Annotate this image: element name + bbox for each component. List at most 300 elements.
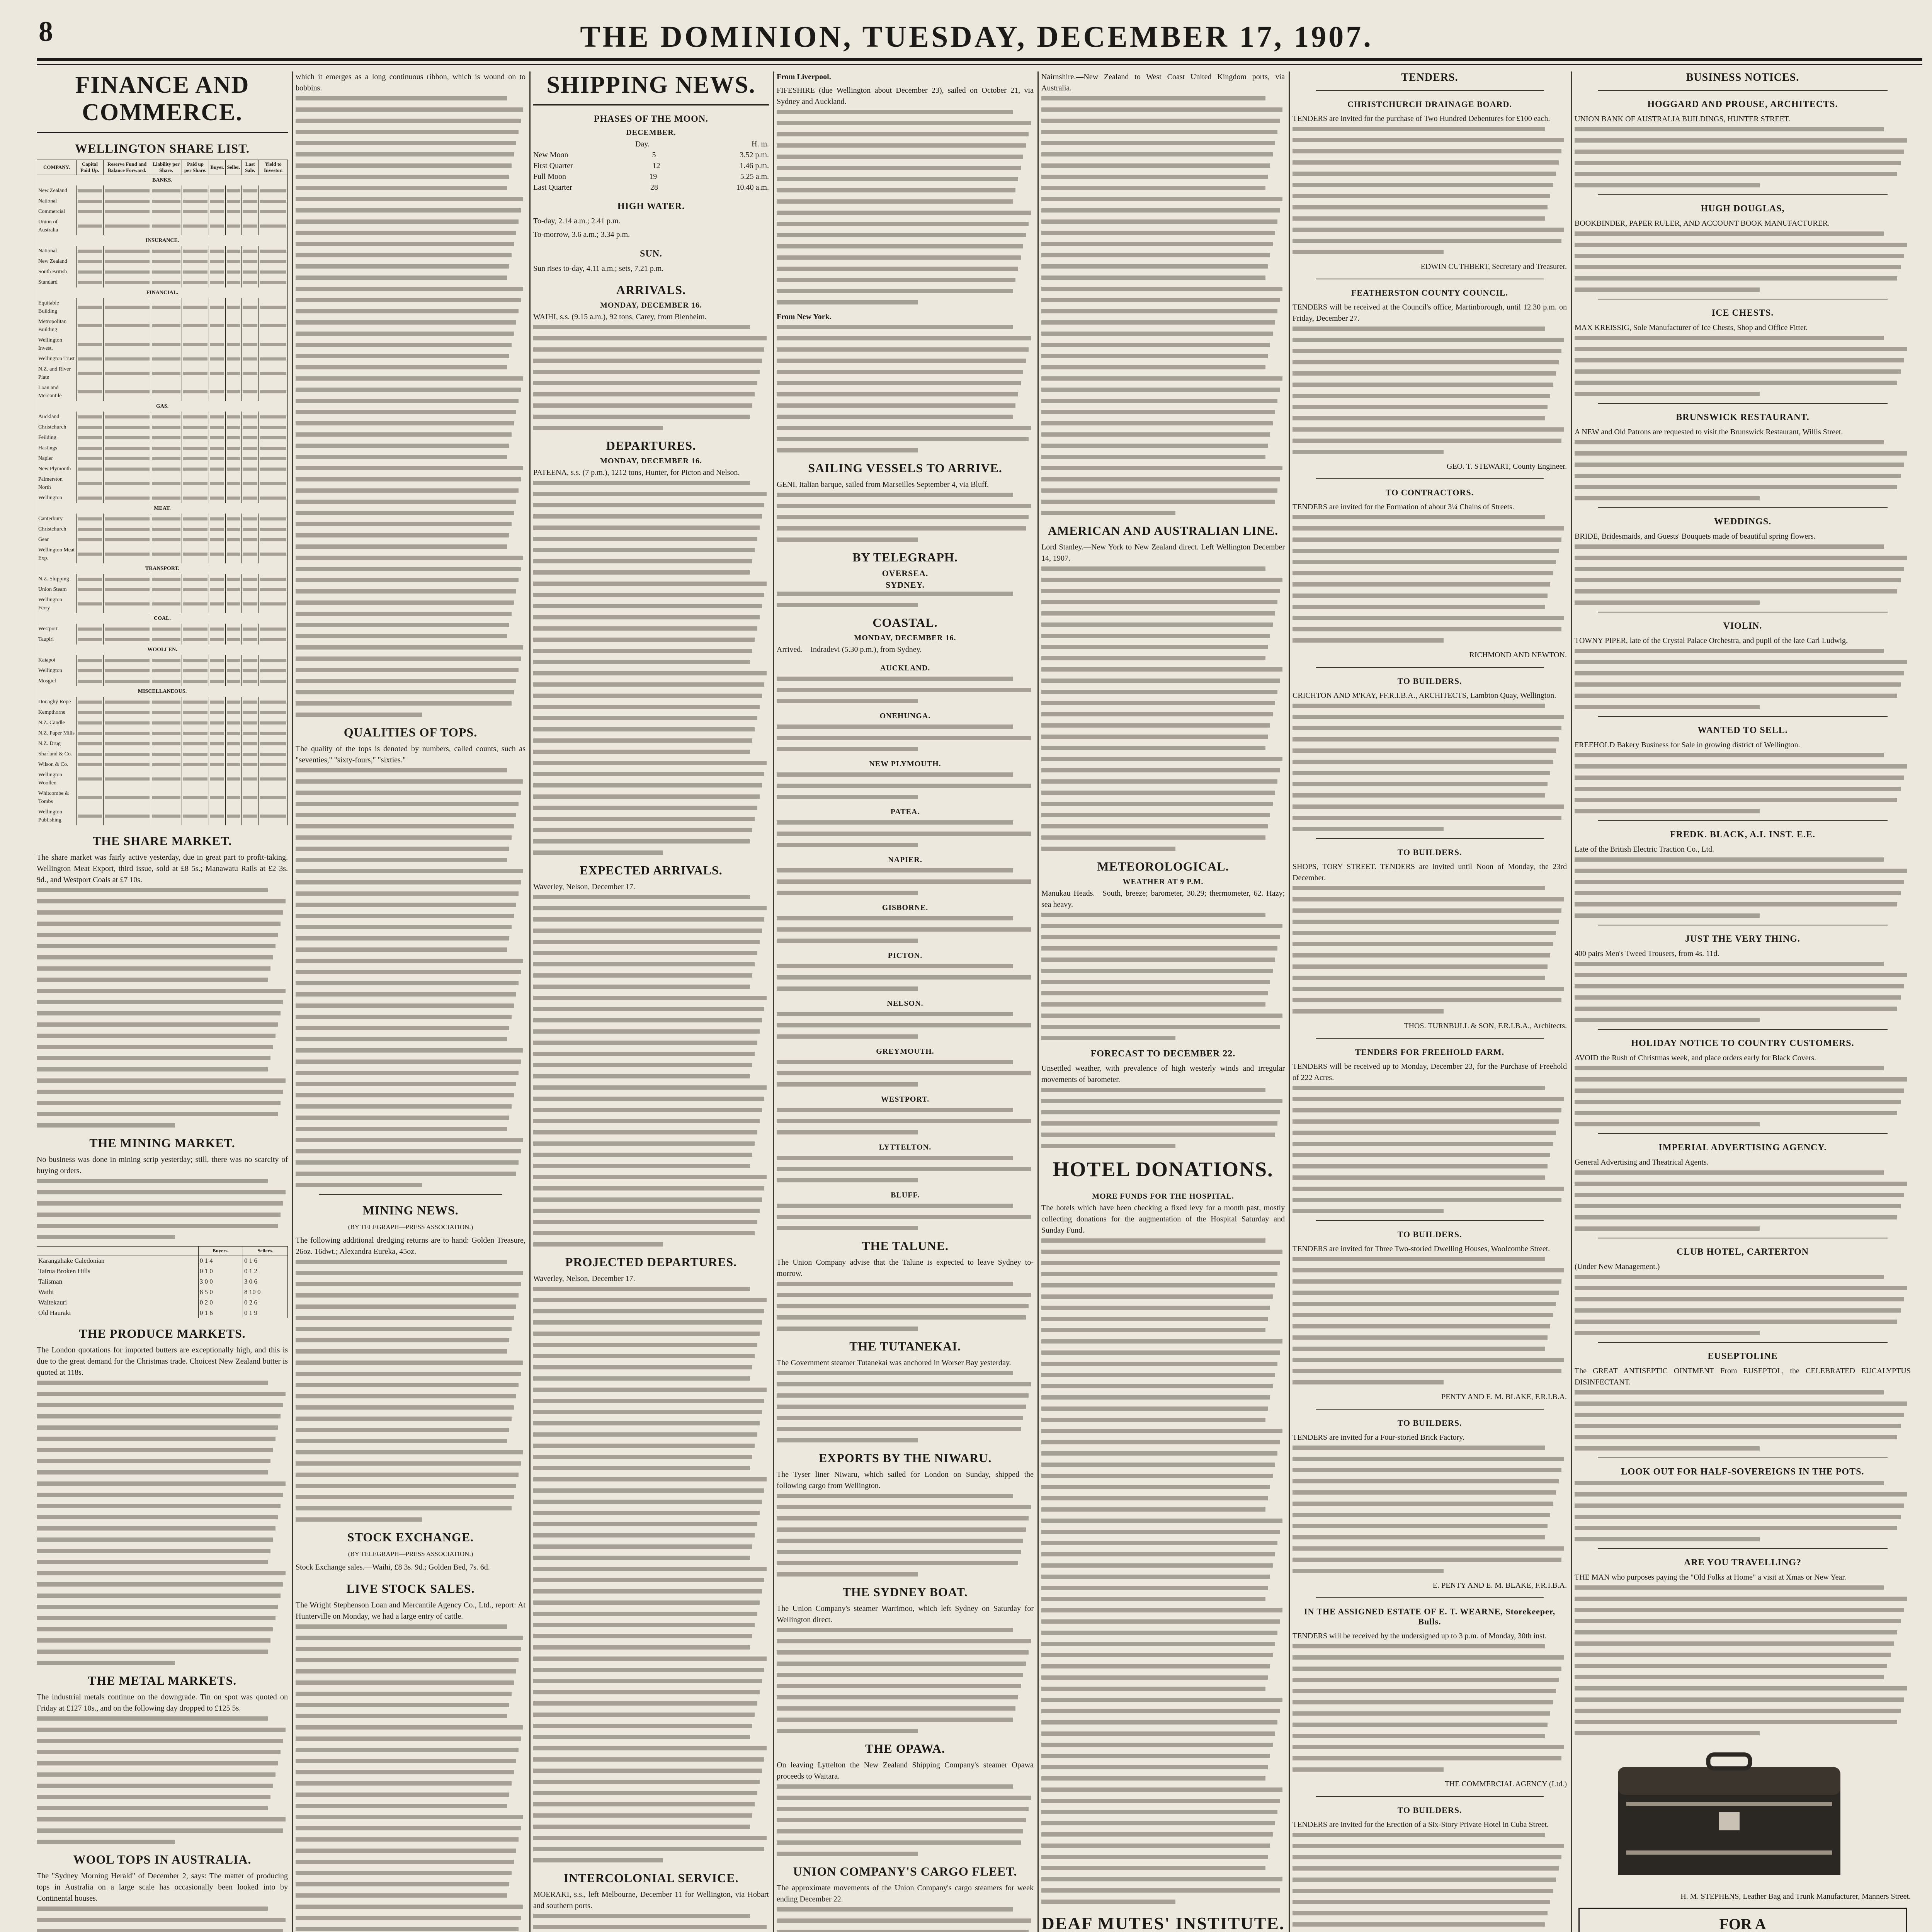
share-list-category-name: TRANSPORT. bbox=[37, 563, 288, 574]
table-cell bbox=[209, 749, 226, 759]
text-line bbox=[1293, 998, 1561, 1002]
table-cell bbox=[259, 759, 288, 770]
text-line bbox=[152, 372, 180, 375]
table-cell bbox=[226, 624, 242, 634]
moon-cell: 10.40 a.m. bbox=[736, 183, 769, 192]
talune-heading: THE TALUNE. bbox=[862, 1239, 949, 1253]
table-cell bbox=[259, 267, 288, 277]
text-line bbox=[533, 1287, 750, 1291]
meteorological-heading: METEOROLOGICAL. bbox=[1097, 859, 1229, 873]
table-cell bbox=[103, 545, 151, 563]
text-line bbox=[260, 742, 286, 745]
text-line bbox=[105, 701, 150, 704]
text-line bbox=[37, 1739, 283, 1743]
tender-heading: TO BUILDERS. bbox=[1397, 676, 1462, 686]
table-cell bbox=[259, 534, 288, 545]
text-filler bbox=[1293, 327, 1567, 454]
text-line bbox=[1575, 1537, 1760, 1541]
text-line bbox=[533, 559, 752, 563]
table-cell bbox=[103, 788, 151, 807]
table-cell bbox=[103, 759, 151, 770]
company-name: Mosgiel bbox=[37, 676, 77, 686]
table-cell bbox=[226, 655, 242, 665]
text-line bbox=[296, 634, 507, 638]
section-rule bbox=[1598, 90, 1888, 91]
table-cell bbox=[182, 676, 209, 686]
text-line bbox=[1575, 660, 1907, 664]
text-line bbox=[1293, 1723, 1548, 1727]
text-line bbox=[1575, 902, 1897, 906]
text-line bbox=[105, 628, 150, 631]
text-line bbox=[1575, 1641, 1894, 1646]
text-line bbox=[183, 224, 208, 228]
text-line bbox=[243, 357, 257, 361]
text-line bbox=[1041, 1384, 1273, 1388]
text-line bbox=[533, 1813, 752, 1818]
column-divider bbox=[773, 71, 774, 1932]
text-line bbox=[243, 578, 257, 581]
text-line bbox=[1575, 1446, 1760, 1451]
text-line bbox=[777, 211, 1031, 215]
text-line bbox=[1293, 149, 1561, 153]
text-line bbox=[296, 589, 516, 594]
table-cell bbox=[226, 514, 242, 524]
text-line bbox=[296, 130, 519, 134]
text-line bbox=[105, 482, 150, 485]
text-line bbox=[227, 528, 240, 531]
table-cell: Waihi bbox=[37, 1287, 199, 1297]
text-line bbox=[105, 721, 150, 724]
table-cell bbox=[77, 634, 104, 645]
text-line bbox=[1041, 141, 1275, 145]
text-line bbox=[227, 468, 240, 471]
section-rule bbox=[1316, 1796, 1544, 1797]
table-cell bbox=[242, 256, 259, 267]
text-line bbox=[1041, 1664, 1270, 1668]
port-heading: PICTON. bbox=[888, 951, 923, 960]
text-line bbox=[183, 250, 208, 253]
text-line bbox=[533, 1757, 764, 1762]
text-line bbox=[1575, 1619, 1901, 1623]
text-line bbox=[78, 588, 102, 591]
text-filler bbox=[533, 481, 769, 855]
text-line bbox=[777, 403, 1015, 408]
text-line bbox=[1041, 231, 1275, 235]
text-line bbox=[1293, 931, 1556, 935]
text-line bbox=[1041, 399, 1277, 403]
text-line bbox=[296, 1669, 516, 1673]
text-line bbox=[183, 189, 208, 192]
text-line bbox=[243, 482, 257, 485]
table-cell bbox=[209, 422, 226, 432]
table-cell bbox=[77, 770, 104, 788]
text-line bbox=[777, 300, 918, 304]
text-filler bbox=[777, 1156, 1034, 1182]
table-cell bbox=[226, 432, 242, 443]
text-line bbox=[533, 1668, 764, 1672]
table-cell bbox=[226, 246, 242, 256]
text-line bbox=[1041, 332, 1273, 336]
text-line bbox=[227, 210, 240, 213]
text-line bbox=[533, 1242, 663, 1247]
text-line bbox=[1041, 219, 1277, 224]
text-line bbox=[210, 447, 224, 450]
text-line bbox=[1041, 1440, 1280, 1444]
text-line bbox=[296, 690, 514, 694]
table-cell bbox=[151, 634, 182, 645]
share-list-column-header: Yield to Investor. bbox=[259, 160, 288, 175]
table-cell bbox=[242, 595, 259, 613]
text-filler bbox=[1293, 1257, 1567, 1384]
table-row bbox=[37, 788, 288, 807]
text-line bbox=[1575, 567, 1904, 571]
text-line bbox=[78, 815, 102, 818]
table-cell bbox=[242, 316, 259, 335]
hotel-donations-text: The hotels which have been checking a fixed levy for a month past, mostly collecting donations for the augmentation of the Hospital Saturday and Sunday Fund. bbox=[1041, 1204, 1285, 1235]
table-cell bbox=[209, 574, 226, 584]
text-line bbox=[1575, 150, 1904, 154]
text-line bbox=[210, 482, 224, 485]
table-row bbox=[37, 432, 288, 443]
table-row bbox=[37, 354, 288, 364]
text-line bbox=[37, 1190, 286, 1194]
company-name: N.Z. Candle bbox=[37, 718, 77, 728]
text-filler bbox=[37, 1381, 288, 1665]
text-line bbox=[183, 711, 208, 714]
text-line bbox=[78, 553, 102, 556]
tender-signature: RICHMOND AND NEWTON. bbox=[1469, 651, 1567, 659]
section-rule bbox=[319, 1194, 502, 1195]
table-cell bbox=[151, 316, 182, 335]
text-line bbox=[1041, 924, 1282, 928]
table-cell bbox=[151, 807, 182, 825]
text-line bbox=[152, 468, 180, 471]
table-cell bbox=[103, 267, 151, 277]
forecast-heading: FORECAST TO DECEMBER 22. bbox=[1090, 1049, 1236, 1059]
text-line bbox=[1575, 172, 1897, 176]
text-line bbox=[777, 1796, 1031, 1800]
text-line bbox=[296, 388, 521, 392]
text-line bbox=[1041, 1799, 1280, 1803]
text-filler bbox=[777, 1060, 1034, 1087]
table-cell bbox=[209, 383, 226, 401]
text-line bbox=[1041, 1888, 1280, 1893]
text-line bbox=[296, 1624, 507, 1629]
text-line bbox=[533, 1108, 762, 1112]
text-line bbox=[1575, 809, 1760, 813]
text-filler bbox=[37, 1906, 288, 1932]
text-line bbox=[1041, 1088, 1265, 1092]
port-heading: LYTTELTON. bbox=[879, 1143, 932, 1151]
text-filler bbox=[533, 325, 769, 430]
table-cell bbox=[103, 728, 151, 738]
text-filler bbox=[1293, 1446, 1567, 1573]
company-name: New Zealand bbox=[37, 256, 77, 267]
tender-text: TENDERS are invited for a Four-storied Brick Factory. bbox=[1293, 1433, 1464, 1442]
text-line bbox=[1041, 634, 1270, 638]
table-cell bbox=[77, 453, 104, 464]
text-line bbox=[777, 1818, 1026, 1822]
text-line bbox=[296, 1703, 509, 1707]
table-cell bbox=[226, 316, 242, 335]
text-line bbox=[1293, 1889, 1553, 1893]
table-cell bbox=[226, 676, 242, 686]
text-line bbox=[227, 628, 240, 631]
text-line bbox=[533, 1567, 767, 1571]
text-line bbox=[227, 189, 240, 192]
text-line bbox=[227, 701, 240, 704]
table-cell bbox=[77, 246, 104, 256]
text-filler bbox=[777, 964, 1034, 991]
text-line bbox=[1293, 1380, 1444, 1384]
text-line bbox=[78, 701, 102, 704]
moon-phase-row bbox=[533, 160, 769, 171]
text-line bbox=[296, 320, 516, 325]
text-line bbox=[243, 497, 257, 500]
text-filler bbox=[1575, 1170, 1911, 1231]
table-row bbox=[37, 1266, 288, 1276]
text-line bbox=[183, 701, 208, 704]
text-line bbox=[1575, 1630, 1897, 1634]
text-line bbox=[1293, 1711, 1550, 1716]
table-cell bbox=[77, 728, 104, 738]
tender-heading: TO BUILDERS. bbox=[1397, 1805, 1462, 1815]
text-line bbox=[533, 1309, 764, 1313]
text-line bbox=[1041, 1877, 1282, 1881]
text-line bbox=[37, 1403, 283, 1407]
text-line bbox=[243, 669, 257, 672]
text-line bbox=[1575, 1018, 1760, 1022]
text-line bbox=[1293, 1922, 1545, 1927]
text-line bbox=[533, 1925, 767, 1929]
company-name: N.Z. Shipping bbox=[37, 574, 77, 584]
tender-heading: TO BUILDERS. bbox=[1397, 1418, 1462, 1428]
text-line bbox=[260, 447, 286, 450]
tender-heading: TENDERS FOR FREEHOLD FARM. bbox=[1355, 1047, 1505, 1057]
text-line bbox=[183, 669, 208, 672]
text-line bbox=[152, 602, 180, 605]
text-line bbox=[296, 645, 523, 650]
text-line bbox=[533, 783, 762, 787]
table-cell bbox=[77, 256, 104, 267]
text-line bbox=[37, 1235, 175, 1239]
text-line bbox=[533, 1029, 760, 1034]
share-list-category bbox=[37, 503, 288, 514]
text-line bbox=[296, 1271, 523, 1275]
text-line bbox=[37, 1772, 276, 1777]
text-line bbox=[777, 916, 1013, 920]
company-name: Kaiapoi bbox=[37, 655, 77, 665]
text-line bbox=[37, 1605, 278, 1609]
text-line bbox=[210, 528, 224, 531]
text-line bbox=[777, 1706, 1015, 1711]
table-cell bbox=[259, 655, 288, 665]
share-list-column-header: Buyer. bbox=[209, 160, 226, 175]
text-line bbox=[37, 1425, 278, 1430]
text-line bbox=[296, 1394, 516, 1398]
text-line bbox=[1041, 935, 1280, 939]
company-name: Commercial bbox=[37, 206, 77, 217]
qualities-heading: QUALITIES OF TOPS. bbox=[344, 725, 478, 739]
text-line bbox=[37, 1906, 268, 1911]
text-line bbox=[1575, 857, 1884, 862]
column-divider bbox=[1037, 71, 1039, 1932]
tender-text: SHOPS, TORY STREET. TENDERS are invited until Noon of Monday, the 23rd December. bbox=[1293, 862, 1567, 882]
text-line bbox=[1041, 444, 1268, 448]
text-line bbox=[37, 899, 286, 903]
company-name: Wellington Meat Exp. bbox=[37, 545, 77, 563]
text-line bbox=[1041, 1496, 1268, 1500]
table-cell: Karangahake Caledonian bbox=[37, 1255, 199, 1266]
text-line bbox=[37, 1650, 268, 1654]
text-line bbox=[37, 1123, 175, 1128]
text-line bbox=[105, 468, 150, 471]
moon-phase-row bbox=[533, 182, 769, 193]
sailing-vessels-text: GENI, Italian barque, sailed from Marseilles September 4, via Bluff. bbox=[777, 480, 989, 489]
text-line bbox=[243, 372, 257, 375]
text-line bbox=[1041, 410, 1275, 414]
table-cell bbox=[226, 584, 242, 595]
tender-signature: E. PENTY AND E. M. BLAKE, F.R.I.B.A. bbox=[1432, 1581, 1567, 1590]
share-list-header bbox=[37, 160, 288, 175]
text-line bbox=[1293, 439, 1561, 443]
text-line bbox=[1041, 1250, 1282, 1254]
text-line bbox=[296, 1093, 514, 1097]
text-line bbox=[243, 224, 257, 228]
text-line bbox=[533, 1410, 762, 1414]
text-line bbox=[533, 1063, 752, 1067]
text-line bbox=[1293, 1108, 1561, 1112]
text-line bbox=[296, 1160, 519, 1165]
text-line bbox=[296, 1338, 509, 1342]
share-list-column-header: Seller. bbox=[226, 160, 242, 175]
text-line bbox=[1041, 1563, 1273, 1568]
text-line bbox=[183, 553, 208, 556]
text-line bbox=[1575, 183, 1760, 187]
text-line bbox=[296, 1725, 523, 1730]
text-line bbox=[1041, 1099, 1282, 1103]
text-line bbox=[296, 1372, 521, 1376]
text-line bbox=[533, 929, 762, 933]
text-line bbox=[105, 426, 150, 429]
text-filler bbox=[777, 325, 1034, 452]
table-cell bbox=[209, 634, 226, 645]
text-line bbox=[210, 436, 224, 439]
text-filler bbox=[1293, 886, 1567, 1014]
text-line bbox=[152, 628, 180, 631]
text-line bbox=[296, 96, 507, 100]
section-rule bbox=[1316, 1597, 1544, 1598]
table-cell bbox=[242, 422, 259, 432]
text-line bbox=[533, 1847, 764, 1851]
text-line bbox=[777, 1405, 1026, 1409]
company-name: Wellington Ferry bbox=[37, 595, 77, 613]
table-row bbox=[37, 453, 288, 464]
text-line bbox=[183, 260, 208, 263]
text-line bbox=[296, 1104, 512, 1109]
text-line bbox=[533, 1802, 755, 1806]
text-line bbox=[777, 1060, 1013, 1064]
text-line bbox=[296, 500, 516, 504]
text-line bbox=[152, 638, 180, 641]
text-line bbox=[1575, 1122, 1760, 1126]
text-line bbox=[105, 343, 150, 346]
share-list-column-header: Paid up per Share. bbox=[182, 160, 209, 175]
table-row bbox=[37, 1297, 288, 1308]
table-cell bbox=[242, 464, 259, 474]
text-line bbox=[1041, 1552, 1275, 1556]
text-line bbox=[105, 777, 150, 781]
text-line bbox=[533, 1679, 762, 1683]
text-line bbox=[210, 390, 224, 393]
text-line bbox=[243, 753, 257, 756]
text-line bbox=[296, 1138, 523, 1142]
table-cell bbox=[103, 493, 151, 503]
text-line bbox=[183, 210, 208, 213]
table-cell bbox=[103, 676, 151, 686]
text-line bbox=[37, 1459, 270, 1463]
text-line bbox=[1575, 231, 1884, 236]
text-line bbox=[1293, 793, 1545, 798]
share-list-category-name: WOOLLEN. bbox=[37, 645, 288, 655]
section-rule bbox=[1598, 716, 1888, 717]
text-line bbox=[1041, 1110, 1280, 1114]
text-line bbox=[533, 1825, 750, 1829]
notice-heading: EUSEPTOLINE bbox=[1708, 1351, 1778, 1361]
text-line bbox=[37, 978, 268, 982]
text-line bbox=[1041, 1429, 1282, 1433]
text-line bbox=[105, 390, 150, 393]
text-line bbox=[777, 1829, 1023, 1833]
table-row bbox=[37, 574, 288, 584]
text-line bbox=[777, 155, 1023, 159]
text-line bbox=[152, 732, 180, 735]
text-line bbox=[1041, 735, 1268, 739]
table-cell bbox=[77, 443, 104, 453]
text-line bbox=[1293, 1878, 1556, 1882]
notice-heading: ARE YOU TRAVELLING? bbox=[1684, 1558, 1801, 1568]
text-line bbox=[78, 200, 102, 203]
text-line bbox=[296, 567, 521, 571]
table-cell bbox=[182, 707, 209, 718]
text-line bbox=[1293, 582, 1550, 587]
text-line bbox=[777, 784, 1031, 788]
text-line bbox=[1041, 163, 1270, 168]
text-line bbox=[1041, 1317, 1268, 1321]
text-line bbox=[1041, 1720, 1277, 1725]
table-cell bbox=[226, 474, 242, 493]
text-line bbox=[533, 1186, 764, 1190]
text-line bbox=[105, 538, 150, 541]
text-line bbox=[37, 1034, 276, 1038]
text-line bbox=[243, 390, 257, 393]
text-filler bbox=[37, 888, 288, 1128]
text-filler bbox=[777, 677, 1034, 703]
text-line bbox=[1293, 594, 1548, 598]
port-heading: WESTPORT. bbox=[881, 1095, 930, 1104]
text-line bbox=[1293, 782, 1548, 786]
table-cell bbox=[77, 807, 104, 825]
text-line bbox=[210, 602, 224, 605]
text-line bbox=[1293, 394, 1550, 398]
text-line bbox=[227, 553, 240, 556]
text-line bbox=[37, 1045, 273, 1049]
table-cell bbox=[259, 807, 288, 825]
text-line bbox=[1575, 1077, 1907, 1082]
table-cell: Waitekauri bbox=[37, 1297, 199, 1308]
text-line bbox=[37, 989, 286, 993]
sailing-vessels-heading: SAILING VESSELS TO ARRIVE. bbox=[808, 461, 1002, 475]
